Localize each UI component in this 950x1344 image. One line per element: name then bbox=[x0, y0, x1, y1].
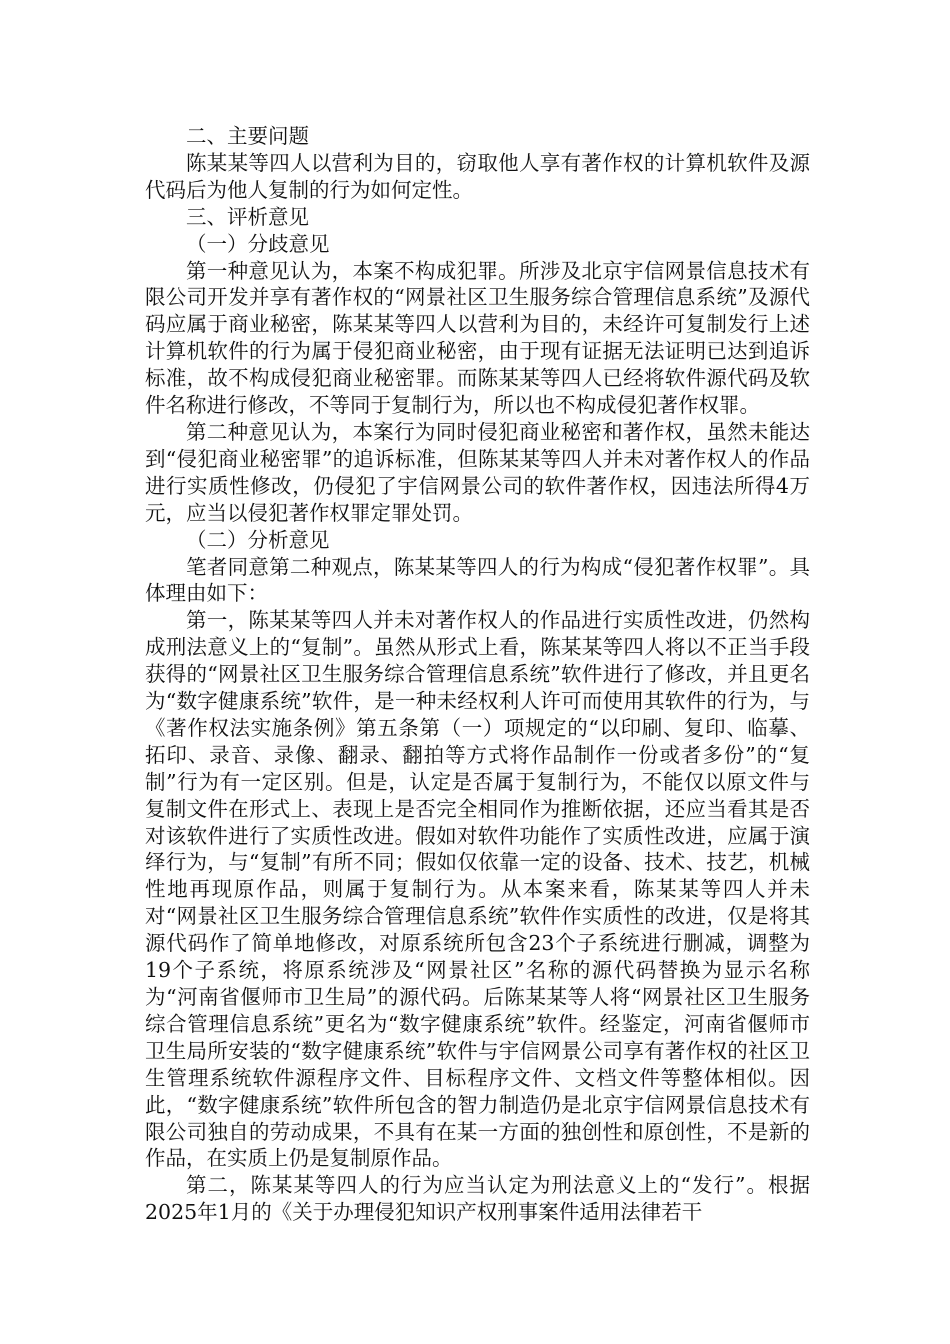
paragraph-author-view: 笔者同意第二种观点，陈某某等四人的行为构成“侵犯著作权罪”。具体理由如下： bbox=[145, 554, 810, 606]
paragraph-first-reason: 第一，陈某某等四人并未对著作权人的作品进行实质性改进，仍然构成刑法意义上的“复制”。虽然从形式上看，陈某某等四人将以不正当手段获得的“网景社区卫生服务综合管理信息系统”软件进行了修改，并且更名为“数字健康系统”软件，是一种未经权利人许可而使用其软件的行为，与《著作权法实施条例》第五条第（一）项规定的“以印刷、复印、临摹、拓印、录音、录像、翻录、翻拍等方式将作品制作一份或者多份”的“复制”行为有一定区别。但是，认定是否属于复制行为，不能仅以原文件与复制文件在形式上、表现上是否完全相同作为推断依据，还应当看其是否对该软件进行了实质性改进。假如对软件功能作了实质性改进，应属于演绎行为，与“复制”有所不同；假如仅依靠一定的设备、技术、技艺，机械性地再现原作品，则属于复制行为。从本案来看，陈某某等四人并未对“网景社区卫生服务综合管理信息系统”软件作实质性的改进，仅是将其源代码作了简单地修改，对原系统所包含23个子系统进行删减，调整为19个子系统，将原系统涉及“网景社区”名称的源代码替换为显示名称为“河南省偃师市卫生局”的源代码。后陈某某等人将“网景社区卫生服务综合管理信息系统”更名为“数字健康系统”软件。经鉴定，河南省偃师市卫生局所安装的“数字健康系统”软件与宇信网景公司享有著作权的社区卫生管理系统软件源程序文件、目标程序文件、文档文件等整体相似。因此，“数字健康系统”软件所包含的智力制造仍是北京宇信网景信息技术有限公司独自的劳动成果，不具有在某一方面的独创性和原创性，不是新的作品，在实质上仍是复制原作品。 bbox=[145, 608, 810, 1171]
section-heading-analysis: 三、评析意见 bbox=[186, 204, 309, 229]
subheading-divergent-opinions: （一）分歧意见 bbox=[186, 231, 330, 256]
subheading-analysis-opinion: （二）分析意见 bbox=[186, 527, 330, 552]
paragraph-second-opinion: 第二种意见认为，本案行为同时侵犯商业秘密和著作权，虽然未能达到“侵犯商业秘密罪”的追诉标准，但陈某某等四人并未对著作权人的作品进行实质性修改，仍侵犯了宇信网景公司的软件著作权，因违法所得4万元，应当以侵犯著作权罪定罪处罚。 bbox=[145, 419, 810, 525]
paragraph-second-reason: 第二，陈某某等四人的行为应当认定为刑法意义上的“发行”。根据2025年1月的《关于办理侵犯知识产权刑事案件适用法律若干 bbox=[145, 1173, 810, 1225]
paragraph-issue-description: 陈某某等四人以营利为目的，窃取他人享有著作权的计算机软件及源代码后为他人复制的行为如何定性。 bbox=[145, 150, 810, 202]
paragraph-first-opinion: 第一种意见认为，本案不构成犯罪。所涉及北京宇信网景信息技术有限公司开发并享有著作权的“网景社区卫生服务综合管理信息系统”及源代码应属于商业秘密，陈某某等四人以营利为目的，未经许可复制发行上述计算机软件的行为属于侵犯商业秘密，由于现有证据无法证明已达到追诉标准，故不构成侵犯商业秘密罪。而陈某某等四人已经将软件源代码及软件名称进行修改，不等同于复制行为，所以也不构成侵犯著作权罪。 bbox=[145, 258, 810, 418]
section-heading-main-issue: 二、主要问题 bbox=[186, 124, 309, 148]
document-body bbox=[145, 123, 810, 1226]
